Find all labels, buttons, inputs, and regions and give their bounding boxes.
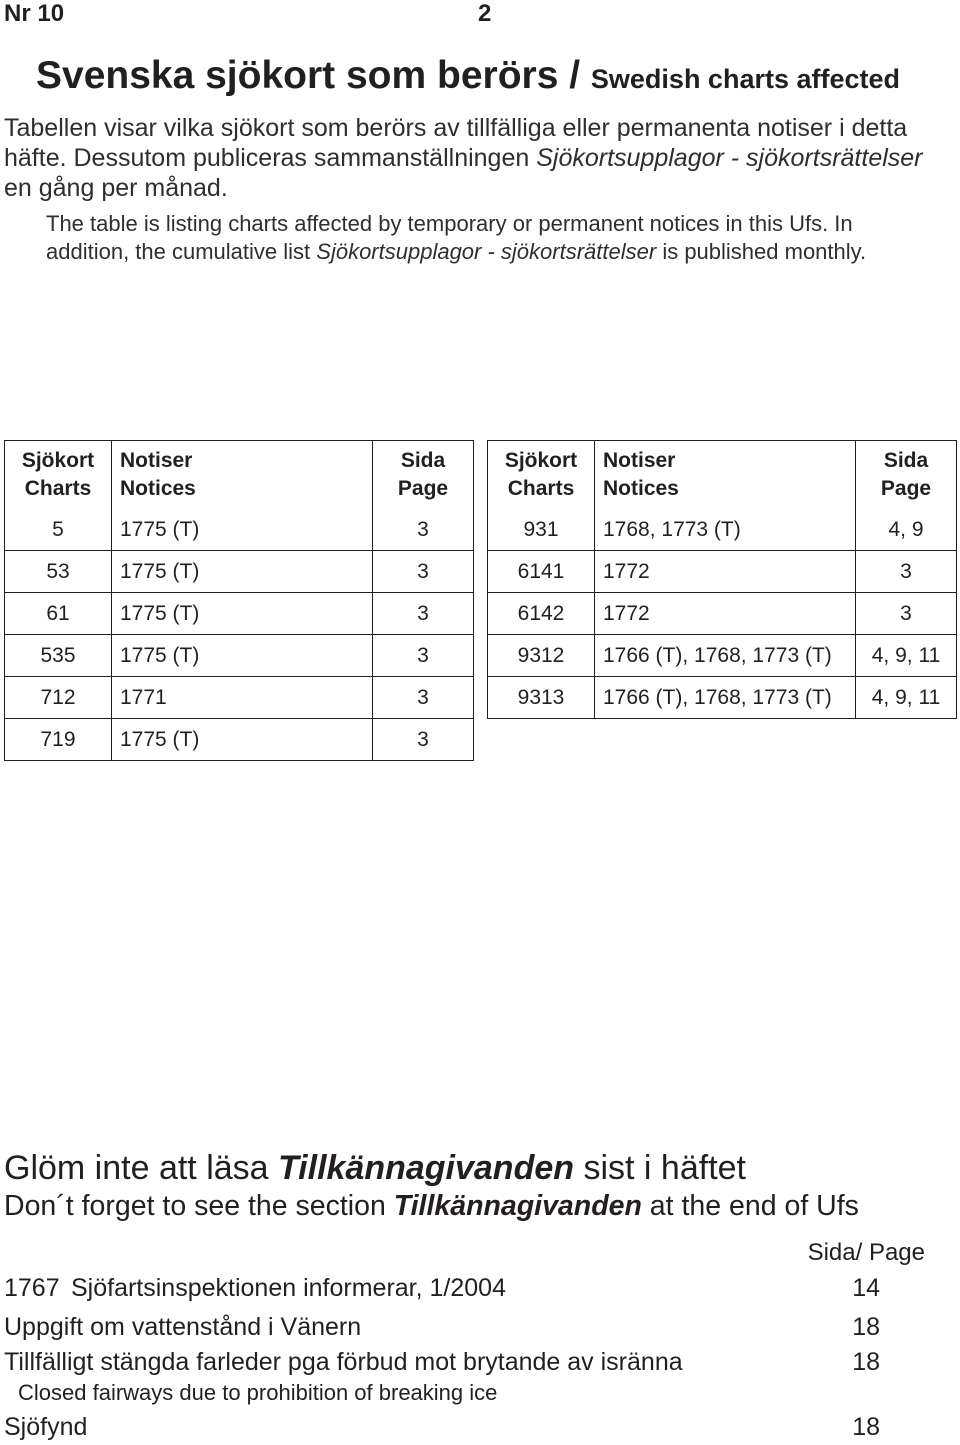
- column-header-notices-sv: Notiser: [120, 449, 193, 472]
- column-header-notices: [112, 441, 373, 510]
- chart-number-cell: 719: [5, 719, 112, 761]
- table-row: [5, 509, 474, 551]
- intro-swedish: [4, 113, 923, 203]
- notice-number: 1767: [4, 1274, 60, 1302]
- section-name: Tillkännagivanden: [393, 1190, 642, 1222]
- notices-cell: 1766 (T), 1768, 1773 (T): [595, 635, 856, 677]
- chart-number-cell: 6142: [488, 593, 595, 635]
- intro-swedish-line-3: en gång per månad.: [4, 174, 228, 202]
- column-header-charts-sv: Sjökort: [21, 449, 95, 472]
- table-row: [488, 593, 957, 635]
- contents-item-page: 18: [852, 1313, 880, 1341]
- contents-item: [4, 1347, 880, 1377]
- column-header-page-sv: Sida: [883, 449, 929, 472]
- intro-english-line-2: [46, 238, 866, 266]
- table-row: [488, 551, 957, 593]
- table-row: [5, 635, 474, 677]
- chart-number-cell: 712: [5, 677, 112, 719]
- column-header-page-en: Page: [880, 477, 932, 500]
- contents-item: [4, 1312, 880, 1342]
- column-header-page-sv: Sida: [400, 449, 446, 472]
- publication-title: Sjökortsupplagor - sjökortsrättelser: [536, 144, 923, 172]
- chart-number-cell: 5: [5, 509, 112, 551]
- column-header-charts-en: Charts: [24, 477, 92, 500]
- chart-number-cell: 535: [5, 635, 112, 677]
- notices-cell: 1775 (T): [112, 719, 373, 761]
- page-cell: 3: [373, 635, 474, 677]
- intro-english-line-2-end: is published monthly.: [662, 239, 867, 264]
- page-cell: 3: [373, 677, 474, 719]
- intro-swedish-line-2: [4, 143, 923, 173]
- title-english: Swedish charts affected: [590, 64, 901, 94]
- affected-charts-table-left: [4, 440, 474, 761]
- contents-item: [4, 1273, 880, 1303]
- column-header-notices-en: Notices: [603, 477, 679, 500]
- reminder-english-before: Don´t forget to see the section: [4, 1190, 386, 1222]
- table-row: [488, 677, 957, 719]
- contents-item-title: Sjöfartsinspektionen informerar, 1/2004: [71, 1274, 506, 1302]
- issue-number: Nr 10: [4, 0, 65, 27]
- chart-number-cell: 931: [488, 509, 595, 551]
- table-header-row: [5, 441, 474, 510]
- intro-english-line-1: The table is listing charts affected by temporary or permanent notices in this Ufs. In: [46, 211, 853, 236]
- notices-cell: 1775 (T): [112, 509, 373, 551]
- notices-cell: 1775 (T): [112, 635, 373, 677]
- chart-number-cell: 9313: [488, 677, 595, 719]
- section-name: Tillkännagivanden: [278, 1149, 575, 1187]
- reminder-english-after: at the end of Ufs: [649, 1190, 859, 1222]
- page-cell: 3: [373, 551, 474, 593]
- page-cell: 3: [856, 551, 957, 593]
- title-swedish: Svenska sjökort som berörs /: [36, 54, 581, 97]
- column-header-notices: [595, 441, 856, 510]
- column-header-page: [856, 441, 957, 510]
- table-row: [5, 719, 474, 761]
- intro-swedish-line-2-text: häfte. Dessutom publiceras sammanställningen: [4, 144, 530, 172]
- table-row: [488, 635, 957, 677]
- table-row: [488, 509, 957, 551]
- chart-number-cell: 9312: [488, 635, 595, 677]
- column-header-charts: [488, 441, 595, 510]
- page-number: 2: [478, 0, 492, 27]
- table-header-row: [488, 441, 957, 510]
- page-cell: 3: [373, 509, 474, 551]
- notices-cell: 1772: [595, 593, 856, 635]
- intro-swedish-line-1: Tabellen visar vilka sjökort som berörs av tillfälliga eller permanenta notiser i detta: [4, 114, 908, 142]
- table-row: [5, 593, 474, 635]
- intro-english-line-2-start: addition, the cumulative list: [46, 239, 311, 264]
- contents-item-title: Uppgift om vattenstånd i Vänern: [4, 1313, 362, 1341]
- contents-page-heading: Sida/ Page: [807, 1239, 925, 1266]
- column-header-page: [373, 441, 474, 510]
- page-title: [36, 52, 900, 103]
- contents-item-title: Sjöfynd: [4, 1413, 88, 1441]
- notices-cell: 1768, 1773 (T): [595, 509, 856, 551]
- notices-cell: 1772: [595, 551, 856, 593]
- notices-cell: 1775 (T): [112, 551, 373, 593]
- reminder-swedish: [4, 1148, 746, 1188]
- contents-item-page: 14: [852, 1274, 880, 1302]
- notices-cell: 1775 (T): [112, 593, 373, 635]
- intro-english: [46, 210, 866, 266]
- column-header-charts-en: Charts: [507, 477, 575, 500]
- chart-number-cell: 53: [5, 551, 112, 593]
- page-cell: 3: [373, 593, 474, 635]
- notices-cell: 1766 (T), 1768, 1773 (T): [595, 677, 856, 719]
- page-cell: 4, 9: [856, 509, 957, 551]
- contents-item-page: 18: [852, 1413, 880, 1441]
- publication-title: Sjökortsupplagor - sjökortsrättelser: [316, 239, 657, 264]
- page-cell: 4, 9, 11: [856, 677, 957, 719]
- column-header-notices-sv: Notiser: [603, 449, 676, 472]
- column-header-charts: [5, 441, 112, 510]
- page-cell: 3: [856, 593, 957, 635]
- contents-item-subtitle: Closed fairways due to prohibition of breaking ice: [18, 1380, 498, 1405]
- reminder-swedish-after: sist i häftet: [583, 1149, 746, 1187]
- table-row: [5, 677, 474, 719]
- page-cell: 4, 9, 11: [856, 635, 957, 677]
- reminder-swedish-before: Glöm inte att läsa: [4, 1149, 269, 1187]
- chart-number-cell: 6141: [488, 551, 595, 593]
- table-row: [5, 551, 474, 593]
- contents-item: [4, 1412, 880, 1442]
- column-header-page-en: Page: [397, 477, 449, 500]
- notices-cell: 1771: [112, 677, 373, 719]
- chart-number-cell: 61: [5, 593, 112, 635]
- column-header-charts-sv: Sjökort: [504, 449, 578, 472]
- page-cell: 3: [373, 719, 474, 761]
- contents-item-title: Tillfälligt stängda farleder pga förbud mot brytande av isränna: [4, 1348, 683, 1376]
- contents-item-page: 18: [852, 1348, 880, 1376]
- column-header-notices-en: Notices: [120, 477, 196, 500]
- affected-charts-table-right: [487, 440, 957, 719]
- reminder-english: [4, 1189, 859, 1223]
